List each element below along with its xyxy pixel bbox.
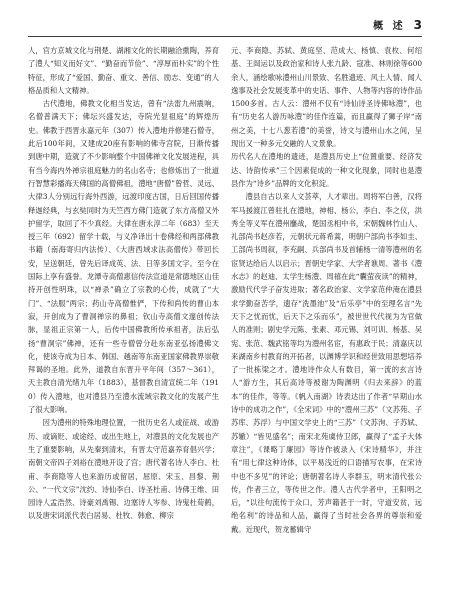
section-title: 概 述 (373, 21, 406, 32)
left-column (28, 44, 219, 536)
right-column (231, 44, 422, 536)
paragraph: 古代澧地，佛教文化相当发达，曾有“法雷九州震响，名僧普满天下；佛坛兴盛发达，寺院光显祖庭”的辉煌历史。佛教于西晋永嘉元年（307）传入澧地并修建石僧寺，此后100年间，又建成20座有影响的佛寺宫院，日渐传播到唐中期，造就了不少影响整个中国佛禅文化发展进程，具有当今海内外禅宗祖庭魅力的名山名寺；也修炼出了一批道行智慧彩播海天佛国的高僧佛祖，澧地“唐僧”曾哲、灵远、大律3人分别远行海外西游，远渡印度古国，日后回国传播释迦经典，与玄奘同时为天竺西方佛门造就了东方高僧又外护留学，取回了不少真经。大律在唐永淳二年（683）至天授三年（692）留学十载，与义净译出十卷佛经和两部佛教书籍（南海寄归内法传）、《大唐西域求法高僧传》带回长安，呈送朝廷，曾先后译成英、法、日等多国文字。至今在国际上享有盛誉。龙潭寺高僧惠信传法宣道是常德地区山佳持开创性明珠，以“禅杀”确立了宗教的心传，成就了“大门”、“法服”两宗；药山寺高僧惟俨，下传和尚传的曹山本寂，开创成为了曹洞禅宗的鼻祖；钦山寺高僧文邃创传法脉，显祖正宗第一人，后传中国佛教所传承祖者，法后弘扬“曹洞宗”佛禅，还有一些寺僧曾分赴东南亚弘扬澧佛文化，使该寺成为日本、韩国、越南等东南亚国家佛教界崇敬拜谒的圣地。此外，道教自东晋升平年间（357～361），天主教自清光绪九年（1883），基督教自清宣统二年（1910）传入澧地，也对澧县乃至澧水流域宗教文化的发展产生了很大影响。 (28, 99, 219, 415)
page-header (373, 17, 422, 32)
body-columns (28, 44, 422, 536)
paragraph: 因为澧州的特殊地理位置，一批历史名人或征战、或游历、或谪贬、或途经、或出生地上，对澧县的文化发展也产生了重要影响，从先秦到清末，有晋太守范嘉养育倡兴学；南朝文帝四子刘裕在澧地开设了宫；唐代著名诗人李白、杜甫、李商隐等人也来游历或留居，屈原、宋玉、昌黎、荆公、“一代文宗”沈约、诗仙李白、诗圣杜甫、诗佛王维、田园诗人孟浩然、诗豪刘禹锡、边塞诗人岑参、诗鬼杜荀鹤，以及唐宋词派代表白居易、杜牧、韩愈、柳宗 (28, 418, 219, 521)
header-rule (28, 36, 422, 37)
paragraph: 历代名人在澧地的遗迹，是澧县历史上“位置重要、经济发达、诗韵传承”三个因素促成的一种文化现象，同时也是澧县作为“诗乡”品牌的文化积淀。 (231, 152, 422, 188)
paragraph: 澧县自古以来人文荟萃，人才辈出。周将军白善，汉将军马援渡江曾驻扎在澧地，神相、杨公，李白、李之仪，洪秀全等义军在澧州鏖战，楚国丞相中书，宋朝魏林竹山人、礼部尚书赵彦若，元朝状元蒋希蒿，明朝户部尚书李如圭、工部尚书周叙，李充嗣、兵部尚书及首辅杨一清等澧州的名宦贤达给后人以启示；晋朝史学家、大学者谯周、著书《澧水志》的赵迪、太学生杨澧、周禧在此“囊萤夜读”的精神，激励代代学子奋发进取；著名政治家、文学家范仲淹在澧县求学勤奋苦学，遗存“洗墨池”及“后乐亭”中的至理名言“先天下之忧而忧，后天下之乐而乐”，被世世代代视为为官做人的准则；剧史学元陈、张素、邓元锡、刘可训、杨基、吴宪、张范、魏武铭等均为澧州名宦，有惠政于民；清嘉庆以来湖南乡村教育的开拓者，以渊博学识和经世致用思想培养了一批栋梁之才。澧地诗作众人有数目，第一流的玄言诗人“游方生，其后高诗等被谢为陶渊明《归去来辞》的蓝本”的佳作，等等。《帆入南湖》诗表达出了作者“早期山水诗中的成功之作”，《全宋词》中的“澧州三苏”（文苏苑、子苏库、苏浮）与中国文学史上的“三苏”（文苏洵、子苏轼、苏辙）“皆见盛名”；南宋北苑虞侍卫郎，赢得了“孟子大体章注”，《课略丁廉园》等诗作被录入《宋诗精华》，并注有“用七律这种诗体，以平易浅近的口语描写农事，在宋诗中也不多见”的评论；唐朝著名诗人李群玉，明末清代张公传，作者三立，等传世之作。澧人古代学者中，王阳明之后，“以往句流传于众口，芳声籍甚于一时，守道安贫，远绝名利”的诗品和人品，赢得了当时社会各界的尊崇和爱戴。近现代，贺龙蓄辑守 (231, 192, 422, 534)
paragraph: 元、李商隐、苏轼、黄庭坚、范成大、杨慎、袁枚、何绍基、王闿运以及政治家和诗人张九龄、寇准、林则徐等600余人，涵绘歌咏澧州山川景致、名胜遗迹、风土人情、闻人逸事及社会发展变革中的史话、事件、人物等内容的诗作品1500多首。古人云：澧州不仅有“诗仙诗圣诗佛咏澧”，也有“历史名人游历咏澧”的佳作连篇，而且赢得了狮子岸“南州之美，十七八葱若澧”的美誉，诗文与澧州山水之间，呈现出又一种多元交融的人文景象。 (231, 46, 422, 149)
paragraph: 人，官方京城文化与荆楚、湖湘文化的长期融洽熏陶，养育了澧人“知义而好文”、“勤奋而节俭”、“淳厚而朴实”的个性特征，形成了“爱国、勤奋、重文、善信、励志、变通”的人格品质和人文精神。 (28, 46, 219, 95)
page-number: 3 (413, 18, 422, 32)
